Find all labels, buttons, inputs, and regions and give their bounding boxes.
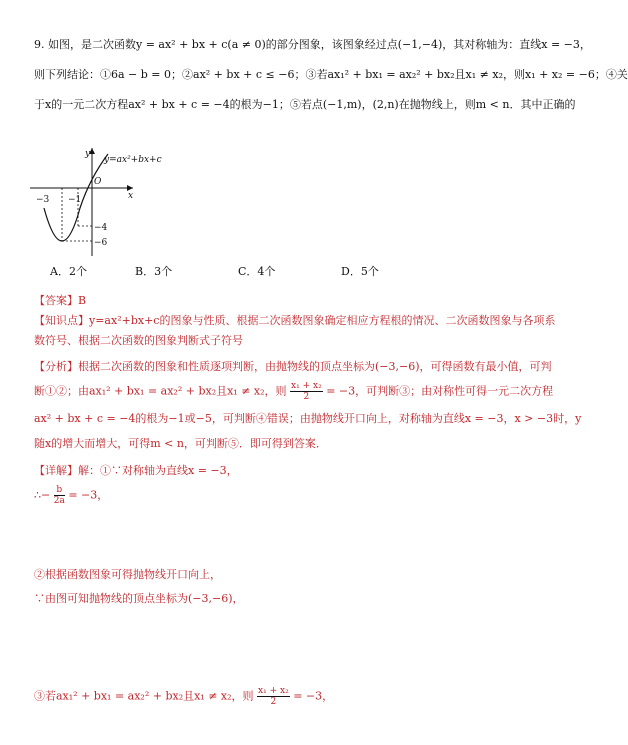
answer-value: B: [78, 294, 87, 307]
x-tick-neg3: −3: [36, 195, 50, 205]
answer-section: [34, 292, 86, 308]
option-c: C．4个: [238, 265, 276, 278]
fraction: $\frac{\text{x₁ + x₂}}{2}$: [258, 686, 289, 707]
detail-line-3: ②根据函数图象可得抛物线开口向上，: [34, 568, 221, 581]
knowledge-label: 【知识点】: [34, 314, 89, 327]
x-tick-neg1: −1: [68, 195, 82, 205]
parabola-graph: [30, 146, 190, 256]
detail-line-1: 【详解】解：①∵对称轴为直线x = −3，: [34, 464, 238, 477]
y-axis-label: y: [85, 149, 91, 159]
question-line-3: 于x的一元二次方程ax² + bx + c = −4的根为−1；⑤若点(−1,m)，(2,n)在抛物线上，则m < n．其中正确的: [34, 98, 576, 111]
option-b: B．3个: [135, 265, 173, 278]
y-tick-neg6: −6: [94, 238, 108, 248]
analysis-label: 【分析】: [34, 360, 78, 373]
analysis-line-4: 随x的增大而增大，可得m < n，可判断⑤．即可得到答案．: [34, 437, 327, 450]
knowledge-line-1: 【知识点】y=ax²+bx+c的图象与性质、根据二次函数图象确定相应方程根的情况、二次函数图象与各项系: [34, 314, 556, 327]
option-d: D．5个: [341, 265, 379, 278]
question-line-1: 9. 如图，是二次函数y = ax² + bx + c(a ≠ 0)的部分图象，该图象经过点(−1,−4)，其对称轴为：直线x = −3，: [34, 38, 591, 51]
answer-label: 【答案】: [34, 294, 78, 307]
knowledge-line-2: 数符号、根据二次函数的图象判断式子符号: [34, 334, 243, 347]
detail-line-4: ∵由图可知抛物线的顶点坐标为(−3,−6)，: [34, 592, 244, 605]
x-axis-label: x: [128, 191, 134, 201]
analysis-line-1: 【分析】根据二次函数的图象和性质逐项判断，由抛物线的顶点坐标为(−3,−6)，可得函数有最小值，可判: [34, 360, 552, 373]
option-a: A．2个: [50, 265, 87, 278]
detail-line-5: ③若ax₁² + bx₁ = ax₂² + bx₂且x₁ ≠ x₂，则 $\frac{\text{x₁ + x₂}}{2}$ = −3，: [34, 686, 334, 707]
function-label: y=ax²+bx+c: [104, 155, 162, 165]
detail-line-2: ∴− $\frac{b}{2a}$ = −3，: [34, 485, 109, 506]
origin-label: O: [94, 177, 102, 187]
analysis-line-2: 断①②；由ax₁² + bx₁ = ax₂² + bx₂且x₁ ≠ x₂，则 $\frac{\text{x₁ + x₂}}{2}$ = −3，可判断③；由对称性可得一元二次方程: [34, 381, 554, 402]
detail-label: 【详解】: [34, 464, 78, 477]
y-tick-neg4: −4: [94, 223, 108, 233]
fraction: $\frac{b}{2a}$: [53, 485, 65, 506]
analysis-line-3: ax² + bx + c = −4的根为−1或−5，可判断④错误；由抛物线开口向上，对称轴为直线x = −3，x > −3时，y: [34, 412, 582, 425]
question-line-2: 则下列结论：①6a − b = 0；②ax² + bx + c ≤ −6；③若ax₁² + bx₁ = ax₂² + bx₂且x₁ ≠ x₂，则x₁ + x₂ = −6；④关: [34, 68, 628, 81]
fraction: $\frac{\text{x₁ + x₂}}{2}$: [291, 381, 322, 402]
